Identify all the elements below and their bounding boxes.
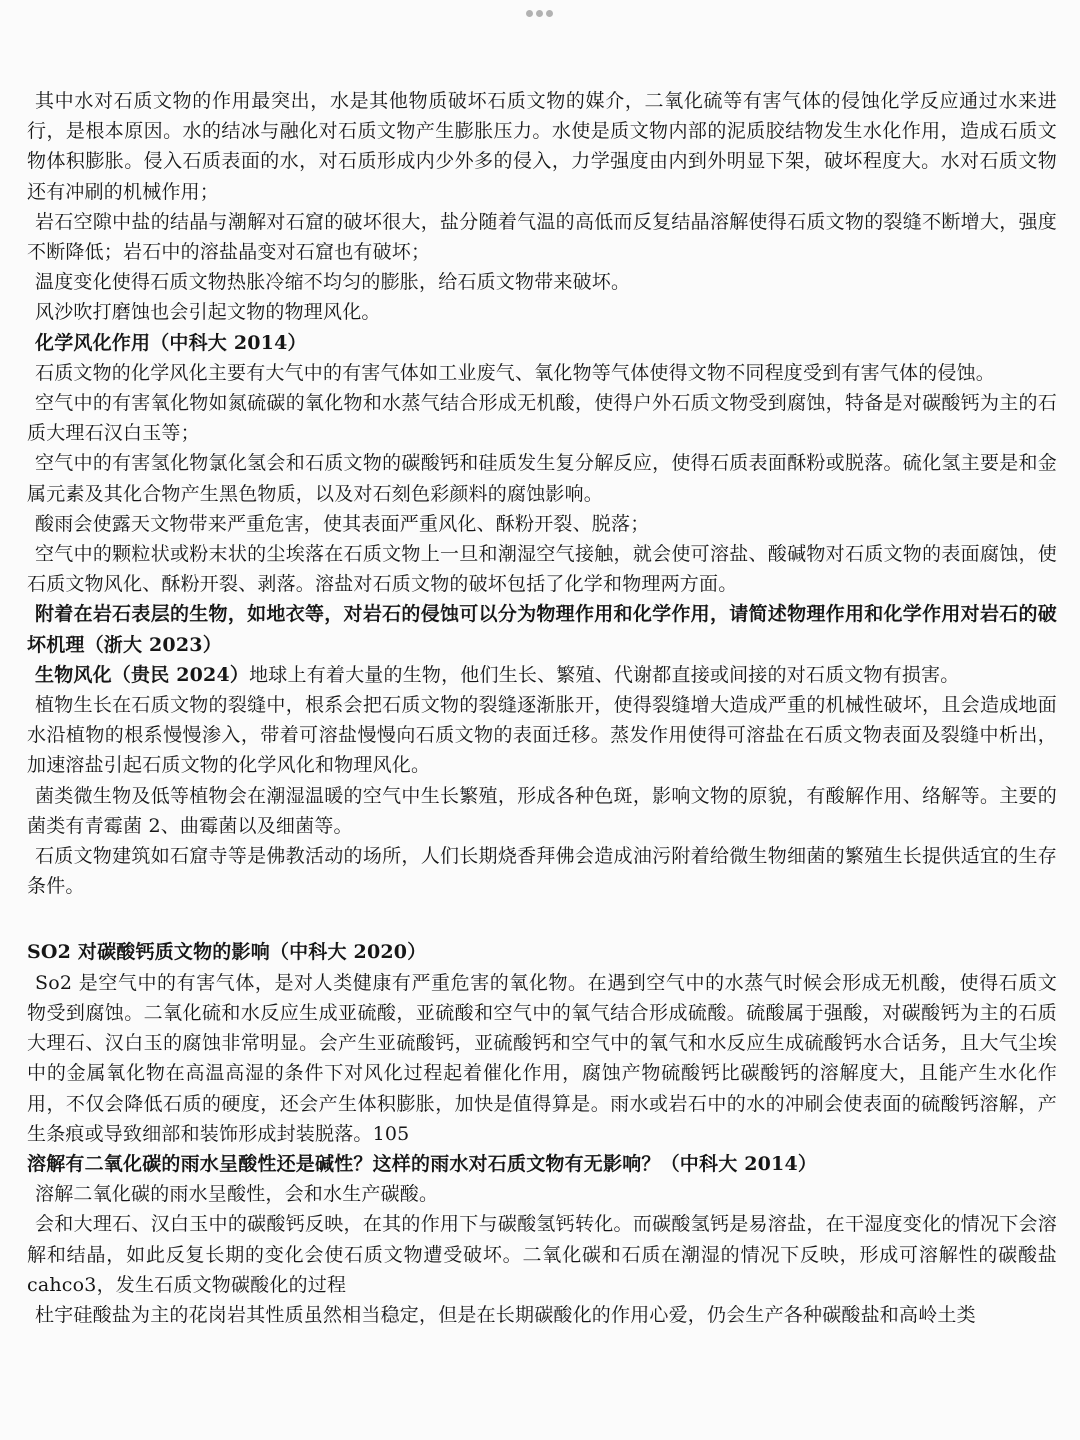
paragraph: 其中水对石质文物的作用最突出，水是其他物质破坏石质文物的媒介，二氧化硫等有害气体的侵蚀化学反应通过水来进行，是根本原因。水的结冰与融化对石质文物产生膨胀压力。水使是质文物内部的泥质胶结物发生水化作用，造成石质文物体积膨胀。侵入石质表面的水，对石质形成内少外多的侵入，力学强度由内到外明显下架，破坏程度大。水对石质文物还有冲刷的机械作用；: [27, 90, 1057, 203]
paragraph: 溶解二氧化碳的雨水呈酸性，会和水生产碳酸。: [35, 1183, 439, 1206]
paragraph: 空气中的有害氧化物如氮硫碳的氧化物和水蒸气结合形成无机酸，使得户外石质文物受到腐蚀，特备是对碳酸钙为主的石质大理石汉白玉等；: [27, 392, 1057, 445]
dot: [526, 10, 533, 17]
paragraph: 会和大理石、汉白玉中的碳酸钙反映，在其的作用下与碳酸氢钙转化。而碳酸氢钙是易溶盐，在干湿度变化的情况下会溶解和结晶，如此反复长期的变化会使石质文物遭受破坏。二氧化碳和石质在潮湿的情况下反映，形成可溶解性的碳酸盐 cahco3，发生石质文物碳酸化的过程: [27, 1213, 1057, 1296]
paragraph: 菌类微生物及低等植物会在潮湿温暖的空气中生长繁殖，形成各种色斑，影响文物的原貌，有酸解作用、络解等。主要的菌类有青霉菌 2、曲霉菌以及细菌等。: [27, 784, 1057, 837]
dot: [536, 10, 543, 17]
document-body: [27, 86, 1057, 1330]
question-heading: 附着在岩石表层的生物，如地衣等，对岩石的侵蚀可以分为物理作用和化学作用，请简述物理作用和化学作用对岩石的破坏机理（浙大 2023）: [27, 603, 1057, 656]
paragraph-text: 地球上有着大量的生物，他们生长、繁殖、代谢都直接或间接的对石质文物有损害。: [249, 663, 960, 686]
top-bar: [0, 0, 1080, 30]
paragraph: 岩石空隙中盐的结晶与潮解对石窟的破坏很大，盐分随着气温的高低而反复结晶溶解使得石质文物的裂缝不断增大，强度不断降低；岩石中的溶盐晶变对石窟也有破坏；: [27, 210, 1057, 264]
paragraph: 空气中的颗粒状或粉末状的尘埃落在石质文物上一旦和潮湿空气接触，就会使可溶盐、酸碱物对石质文物的表面腐蚀，使石质文物风化、酥粉开裂、剥落。溶盐对石质文物的破坏包括了化学和物理两方面。: [27, 543, 1057, 596]
paragraph: 杜宇硅酸盐为主的花岗岩其性质虽然相当稳定，但是在长期碳酸化的作用心爱，仍会生产各种碳酸盐和高岭土类: [35, 1303, 976, 1326]
paragraph: [27, 660, 1057, 690]
more-dots-icon[interactable]: [522, 6, 558, 20]
question-heading: 溶解有二氧化碳的雨水呈酸性还是碱性？这样的雨水对石质文物有无影响？（中科大 2014）: [27, 1152, 818, 1175]
paragraph: 温度变化使得石质文物热胀冷缩不均匀的膨胀，给石质文物带来破坏。: [35, 271, 631, 294]
section-heading: SO2 对碳酸钙质文物的影响（中科大 2020）: [27, 941, 427, 964]
paragraph: 石质文物的化学风化主要有大气中的有害气体如工业废气、氧化物等气体使得文物不同程度受到有害气体的侵蚀。: [35, 361, 996, 384]
paragraph: 风沙吹打磨蚀也会引起文物的物理风化。: [35, 301, 381, 324]
paragraph-lead: 生物风化（贵民 2024）: [35, 663, 250, 686]
paragraph: 酸雨会使露天文物带来严重危害，使其表面严重风化、酥粉开裂、脱落；: [35, 512, 650, 535]
paragraph: 植物生长在石质文物的裂缝中，根系会把石质文物的裂缝逐渐胀开，使得裂缝增大造成严重的机械性破坏，且会造成地面水沿植物的根系慢慢渗入，带着可溶盐慢慢向石质文物的表面迁移。蒸发作用使得可溶盐在石质文物表面及裂缝中析出，加速溶盐引起石质文物的化学风化和物理风化。: [27, 694, 1057, 777]
dot: [546, 10, 553, 17]
spacer: [27, 901, 1057, 937]
section-heading: 化学风化作用（中科大 2014）: [35, 331, 307, 354]
paragraph: 石质文物建筑如石窟寺等是佛教活动的场所，人们长期烧香拜佛会造成油污附着给微生物细菌的繁殖生长提供适宜的生存条件。: [27, 845, 1057, 898]
paragraph: So2 是空气中的有害气体，是对人类健康有严重危害的氧化物。在遇到空气中的水蒸气时候会形成无机酸，使得石质文物受到腐蚀。二氧化硫和水反应生成亚硫酸，亚硫酸和空气中的氧气结合形成硫酸。硫酸属于强酸，对碳酸钙为主的石质大理石、汉白玉的腐蚀非常明显。会产生亚硫酸钙，亚硫酸钙和空气中的氧气和水反应生成硫酸钙水合话务，且大气尘埃中的金属氧化物在高温高湿的条件下对风化过程起着催化作用，腐蚀产物硫酸钙比碳酸钙的溶解度大，且能产生水化作用，不仅会降低石质的硬度，还会产生体积膨胀，加快是值得算是。雨水或岩石中的水的冲刷会使表面的硫酸钙溶解，产生条痕或导致细部和装饰形成封装脱落。105: [27, 971, 1057, 1145]
paragraph: 空气中的有害氢化物氯化氢会和石质文物的碳酸钙和硅质发生复分解反应，使得石质表面酥粉或脱落。硫化氢主要是和金属元素及其化合物产生黑色物质，以及对石刻色彩颜料的腐蚀影响。: [27, 452, 1057, 505]
